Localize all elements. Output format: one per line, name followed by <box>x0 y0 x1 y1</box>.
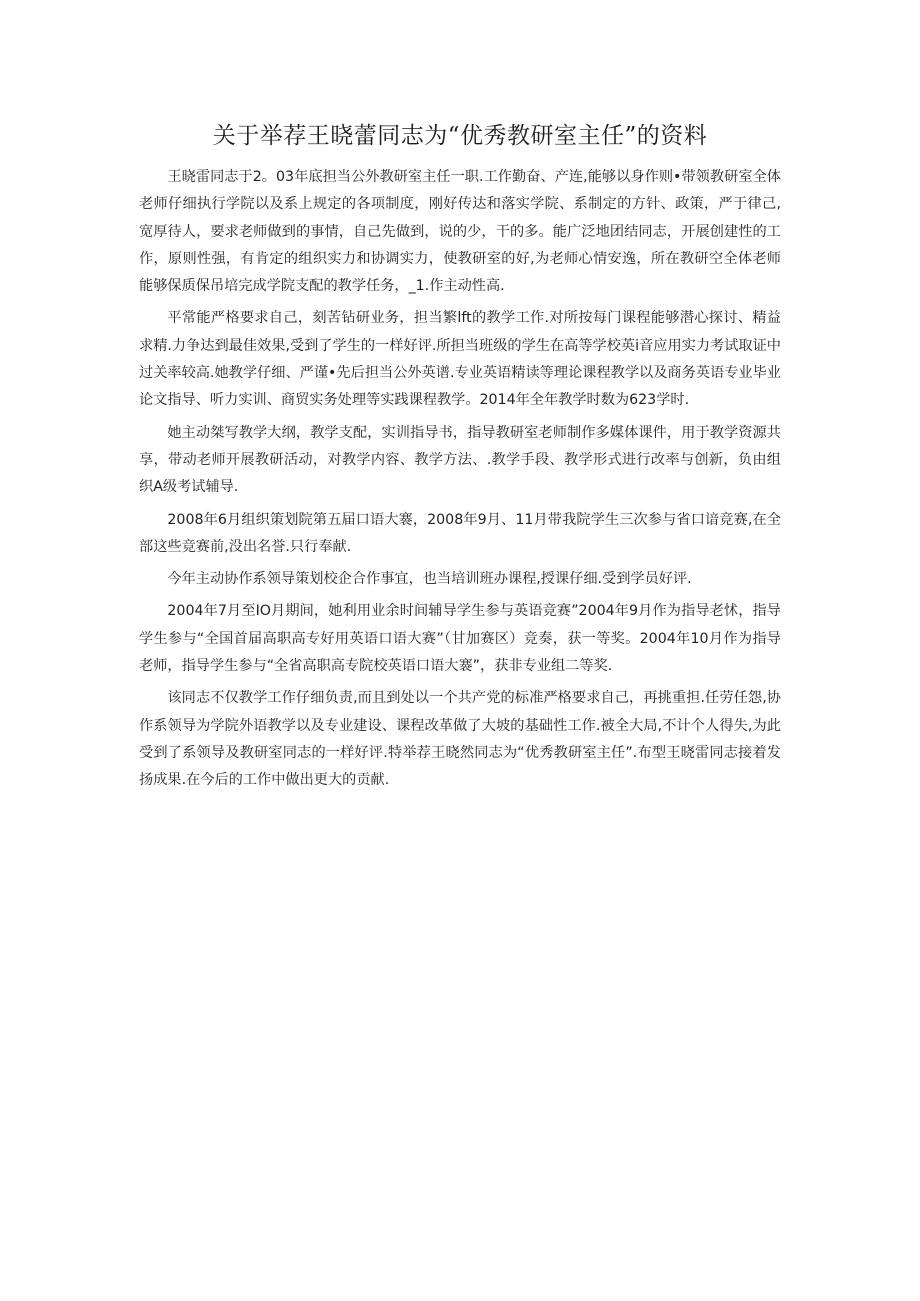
paragraph-recommendation: 该同志不仅教学工作仔细负责,而且到处以一个共产党的标准严格要求自己，再挑重担.任劳任怨,协作系领导为学院外语教学以及专业建设、课程改革做了大坡的基础性工作.被全大局,不计个人得失,为此受到了系领导及教研室同志的一样好评.特举荐王晓然同志为“优秀教研室主任”.布型王晓雷同志接着发扬成果.在今后的工作中做出更大的贡献. <box>139 690 781 789</box>
paragraph-contests-2004: 2004年7月至IO月期间，她利用业余时间辅导学生参与英语竞赛”2004年9月作为指导老怵，指导学生参与“全国首届高职高专好用英语口语大赛”（甘加赛区）竞奏，获一等奖。2004年10月作为指导老师，指导学生参与“全省高职高专院校英语口语大褰”，获非专业组二等奖. <box>139 603 781 675</box>
paragraph-appointment: 王晓雷同志于2。03年底担当公外教研室主任一职.工作勤奋、产连,能够以身作则•带领教研室全体老师仔细执行学院以及系上规定的各项制度，刚好传达和落实学院、系制定的方针、政策，严于律己,宽厚待人，要求老师做到的事情，自己先做到，说的少，干的多。能广泛地团结同志，开展创建性的工作，原则性强，有肯定的组织实力和协调实力，使教研室的好,为老师心情安逸，所在教研空全体老师能够保质保吊培完成学院支配的教学任务，_1.作主动性高. <box>139 169 781 295</box>
document-title: 关于举荐王晓蕾同志为“优秀教研室主任”的资料 <box>212 123 708 149</box>
paragraph-curriculum: 她主动桀写教学大纲，教学支配，实训指导书，指导教研室老师制作多媒体课件，用于教学资源共享，带动老师开展教研活动，对教学内容、教学方法、.教学手段、教学形式进行改率与创新，负由组织A级考试辅导. <box>139 424 781 496</box>
paragraph-cooperation: 今年主动协作系领导策划校企合作事宜，也当培训班办课程,授课仔细.受到学员好评. <box>167 571 692 588</box>
paragraph-teaching: 平常能严格要求自己，刻苦钻研业务，担当繁lft的教学工作.对所按每门课程能够潜心探讨、精益求精.力争达到最佳效果,受到了学生的一样好评.所担当班级的学生在高等学校英i音应用实力考试取证中过关率较高.她教学仔细、严谨•先后担当公外英谱.专业英语精读等理论课程教学以及商务英语专业毕业论文指导、听力实训、商贸实务处理等实践课程教学。2014年全年教学时数为623学时. <box>139 310 781 409</box>
document-body <box>139 164 781 800</box>
paragraph-contests-2008: 2008年6月组织策划院第五届口语大褰，2008年9月、11月带我院学生三次参与省口谙竞赛,在全部这些竞赛前,没出名誉.只行奉献. <box>139 511 781 555</box>
